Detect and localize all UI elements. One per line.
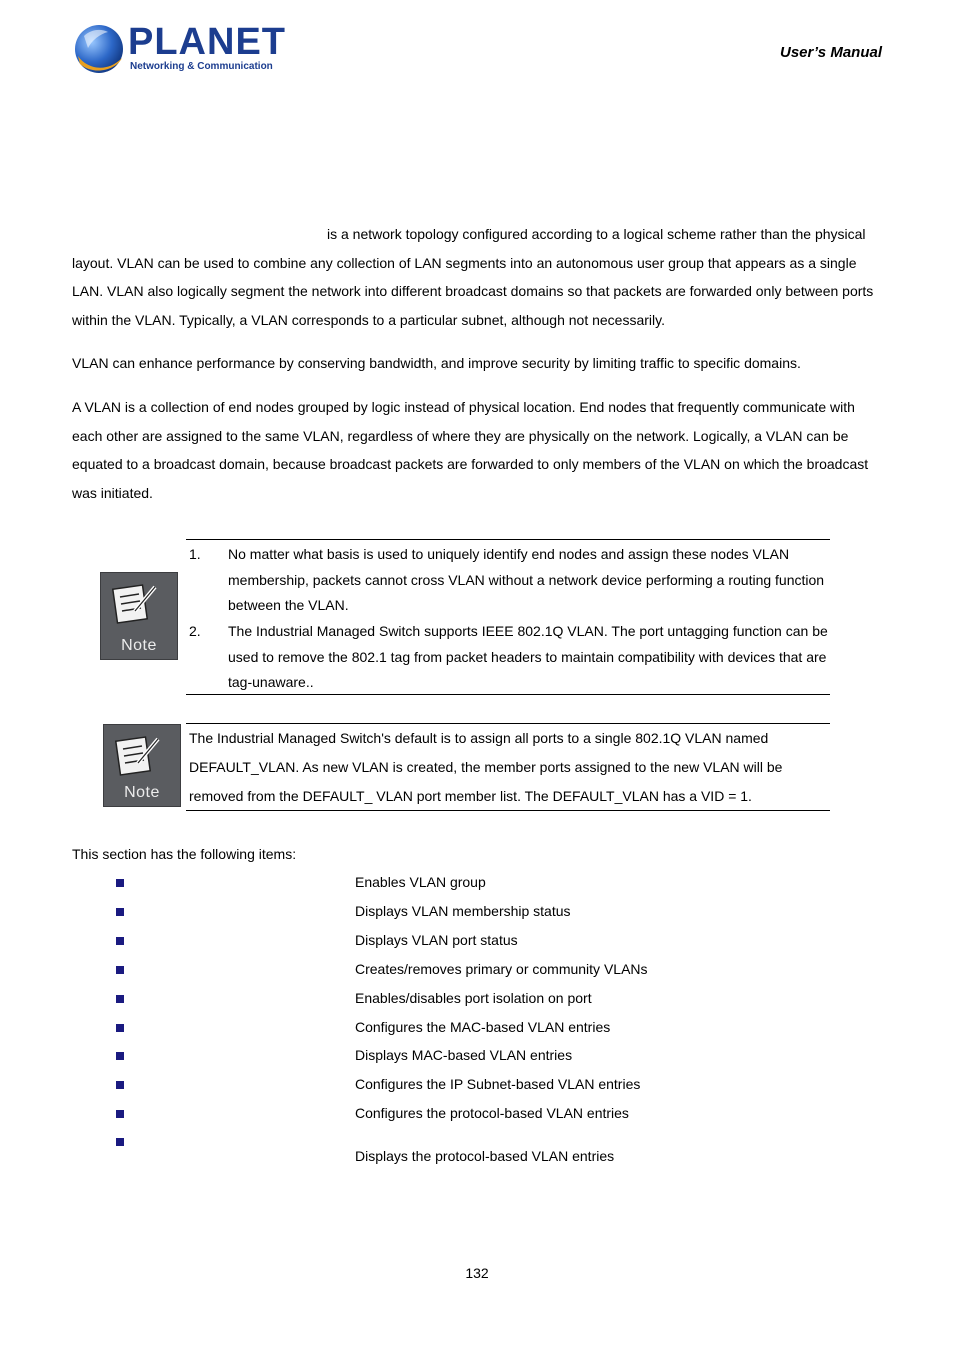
list-item-description: Configures the protocol-based VLAN entries [355, 1105, 629, 1121]
notepad-pencil-icon [111, 581, 161, 625]
list-item-description: Enables VLAN group [355, 874, 486, 890]
list-item-description: Enables/disables port isolation on port [355, 990, 592, 1006]
list-item-description: Configures the IP Subnet-based VLAN entries [355, 1076, 641, 1092]
square-bullet-icon [116, 879, 124, 887]
list-item-description: Displays MAC-based VLAN entries [355, 1047, 573, 1063]
list-item-description: Creates/removes primary or community VLANs [355, 961, 648, 977]
note-list-item [189, 619, 829, 696]
intro-paragraph-2: VLAN can enhance performance by conserving bandwidth, and improve security by limiting traffic to specific domains. [72, 355, 801, 371]
note1-bottom-rule [186, 694, 830, 695]
intro-paragraph-3: A VLAN is a collection of end nodes grouped by logic instead of physical location. End nodes that frequently communicate with each other are assigned to the same VLAN, regardless of where they are physically on the network. Logically, a VLAN can be equated to a broadcast domain, because broadcast packets are forwarded to only members of the VLAN on which the broadcast was initiated. [72, 399, 869, 502]
square-bullet-icon [116, 1024, 124, 1032]
square-bullet-icon [116, 966, 124, 974]
list-item-description: Displays VLAN membership status [355, 903, 571, 919]
notepad-pencil-icon [114, 733, 164, 777]
square-bullet-icon [116, 1138, 124, 1146]
square-bullet-icon [116, 1052, 124, 1060]
square-bullet-icon [116, 995, 124, 1003]
square-bullet-icon [116, 1081, 124, 1089]
square-bullet-icon [116, 937, 124, 945]
note2-bottom-rule [186, 810, 830, 811]
list-item-description: Displays VLAN port status [355, 932, 518, 948]
globe-icon [72, 22, 126, 76]
note-list-item [189, 542, 829, 619]
page-number: 132 [465, 1265, 489, 1281]
note-icon [100, 572, 178, 660]
list-item-description: Displays the protocol-based VLAN entries [355, 1148, 615, 1164]
intro-paragraph-1: is a network topology configured according to a logical scheme rather than the physical layout. VLAN can be used to combine any collection of LAN segments into an autonomous user group that appears as a single LAN. VLAN also logically segment the network into different broadcast domains so that packets are forwarded only between ports within the VLAN. Typically, a VLAN corresponds to a particular subnet, although not necessarily. [72, 226, 874, 329]
list-item-description: Configures the MAC-based VLAN entries [355, 1019, 611, 1035]
note-icon-label: Note [121, 637, 157, 654]
logo-tagline: Networking & Communication [130, 61, 273, 72]
note-item-number: 2. [189, 623, 201, 639]
note-icon-label: Note [124, 784, 160, 801]
square-bullet-icon [116, 1110, 124, 1118]
note-icon [103, 724, 181, 807]
note-item-text: The Industrial Managed Switch supports IEEE 802.1Q VLAN. The port untagging function can be used to remove the 802.1 tag from packet headers to maintain compatibility with devices that are tag-unaware.. [228, 623, 828, 691]
manual-title: User’s Manual [780, 44, 882, 61]
logo-wordmark: PLANET [128, 21, 286, 63]
items-intro: This section has the following items: [72, 846, 297, 862]
square-bullet-icon [116, 908, 124, 916]
note1-top-rule [186, 539, 830, 540]
note-item-number: 1. [189, 546, 201, 562]
note2-text: The Industrial Managed Switch's default is to assign all ports to a single 802.1Q VLAN named DEFAULT_VLAN. As new VLAN is created, the member ports assigned to the new VLAN will be removed from the DEFAULT_ VLAN port member list. The DEFAULT_VLAN has a VID = 1. [189, 730, 783, 804]
note-item-text: No matter what basis is used to uniquely identify end nodes and assign these nodes VLAN membership, packets cannot cross VLAN without a network device performing a routing function between the VLAN. [228, 546, 825, 614]
